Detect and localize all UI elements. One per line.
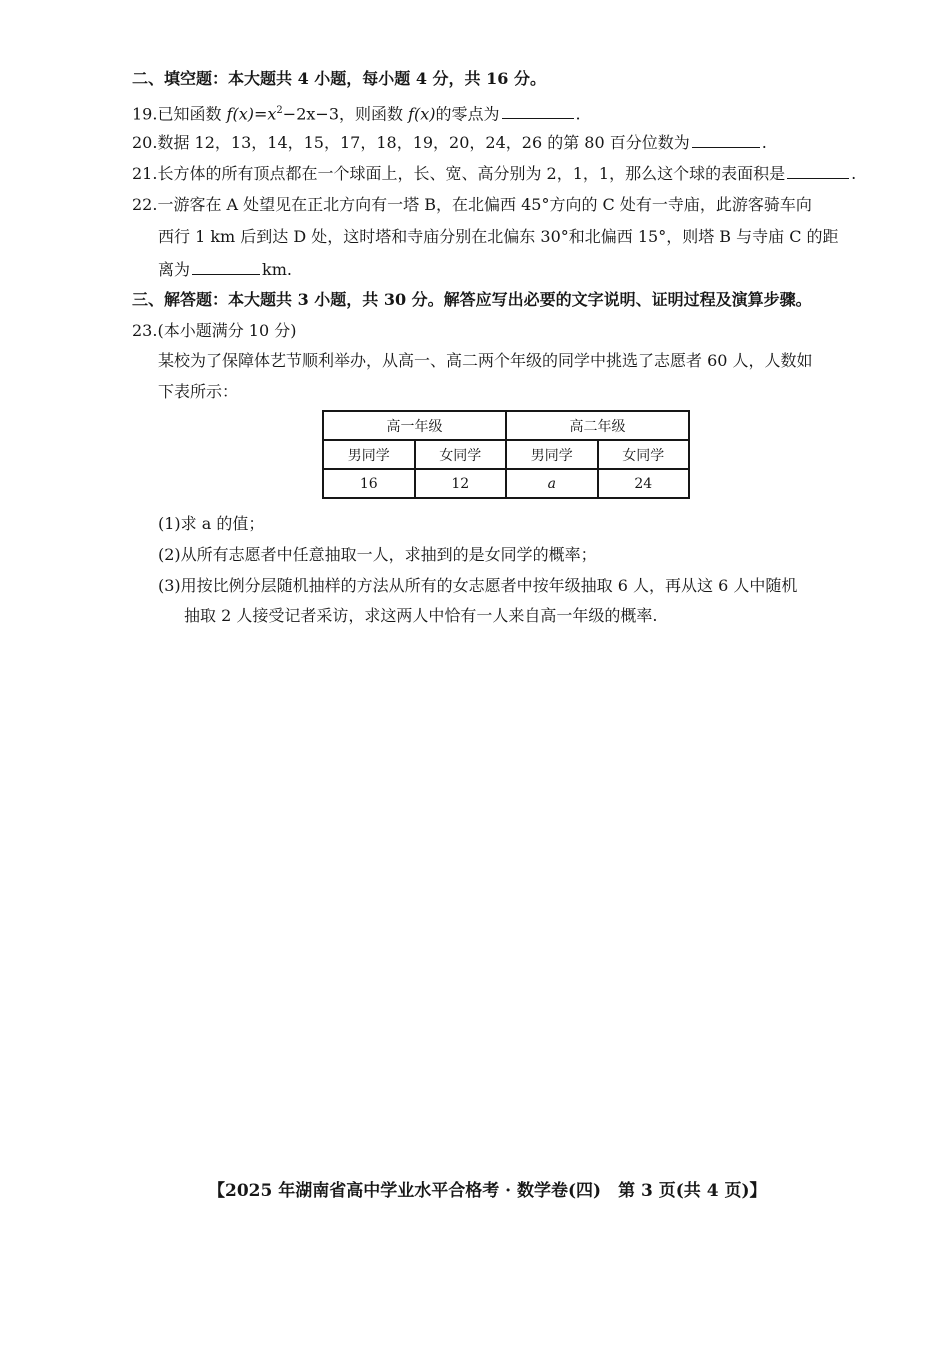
volunteer-table [322,410,690,499]
page-footer: 【2025 年湖南省高中学业水平合格考 · 数学卷(四) 第 3 页(共 4 页)】 [208,1181,767,1201]
q19-equals: = [253,104,268,124]
question-21 [132,162,856,185]
q21-number: 21. [132,164,158,183]
table-header-cell: 女同学 [598,440,690,469]
q19-end: . [575,104,581,124]
table-header-cell: 男同学 [323,440,415,469]
q22-line3a: 离为 [158,260,191,279]
grade-2-header: 高二年级 [506,411,689,440]
table-row [323,411,689,440]
q20-answer-blank [692,131,760,148]
q19-function: f(x) [226,104,254,124]
q23-part-2: (2)从所有志愿者中任意抽取一人，求抽到的是女同学的概率； [158,545,597,564]
q23-part-1: (1)求 a 的值； [158,514,265,533]
question-19 [132,100,581,125]
q23-part-3-line-2: 抽取 2 人接受记者采访，求这两人中恰有一人来自高一年级的概率. [184,606,658,625]
table-cell: 12 [415,469,507,498]
q20-number: 20. [132,133,158,152]
q21-answer-blank [787,162,849,179]
q21-end: . [851,164,857,183]
table-cell: 16 [323,469,415,498]
q23-intro-line-2: 下表所示： [158,382,239,401]
section-2-heading: 二、填空题：本大题共 4 小题，每小题 4 分，共 16 分。 [132,69,546,88]
q19-x: x [267,104,277,124]
q19-answer-blank [502,102,574,119]
table-row [323,440,689,469]
q19-text-a: 已知函数 [157,104,227,124]
question-23-header [132,320,296,342]
question-20 [132,131,767,154]
q20-text: 数据 12，13，14，15，17，18，19，20，24，26 的第 80 百分位数为 [157,133,690,152]
q22-answer-blank [192,258,260,275]
q23-intro-line-1: 某校为了保障体艺节顺利举办，从高一、高二两个年级的同学中挑选了志愿者 60 人，人数如 [158,351,813,370]
q19-number: 19. [132,104,158,124]
q23-number: 23. [132,321,158,340]
table-header-cell: 男同学 [506,440,598,469]
q22-unit: km. [262,260,292,279]
q19-exponent: 2 [276,105,283,116]
q22-line1: 一游客在 A 处望见在正北方向有一塔 B，在北偏西 45°方向的 C 处有一寺庙，此游客骑车向 [157,195,812,214]
table-cell: a [506,469,598,498]
q19-text-c: 的零点为 [435,104,500,124]
q19-function-2: f(x) [408,104,436,124]
question-22-line-3 [158,258,292,281]
section-3-heading: 三、解答题：本大题共 3 小题，共 30 分。解答应写出必要的文字说明、证明过程及演算步骤。 [132,290,812,309]
grade-1-header: 高一年级 [323,411,506,440]
q23-score: (本小题满分 10 分) [157,321,297,340]
question-22-line-1 [132,194,812,216]
q20-end: . [761,133,767,152]
table-header-cell: 女同学 [415,440,507,469]
q21-text: 长方体的所有顶点都在一个球面上，长、宽、高分别为 2，1，1，那么这个球的表面积是 [157,164,786,183]
question-22-line-2: 西行 1 km 后到达 D 处，这时塔和寺庙分别在北偏东 30°和北偏西 15°，则塔 B 与寺庙 C 的距 [158,227,839,246]
table-row [323,469,689,498]
q23-part-3-line-1: (3)用按比例分层随机抽样的方法从所有的女志愿者中按年级抽取 6 人，再从这 6 人中随机 [158,576,798,595]
q22-number: 22. [132,195,158,214]
table-cell: 24 [598,469,690,498]
q19-text-b: −2x−3，则函数 [282,104,409,124]
